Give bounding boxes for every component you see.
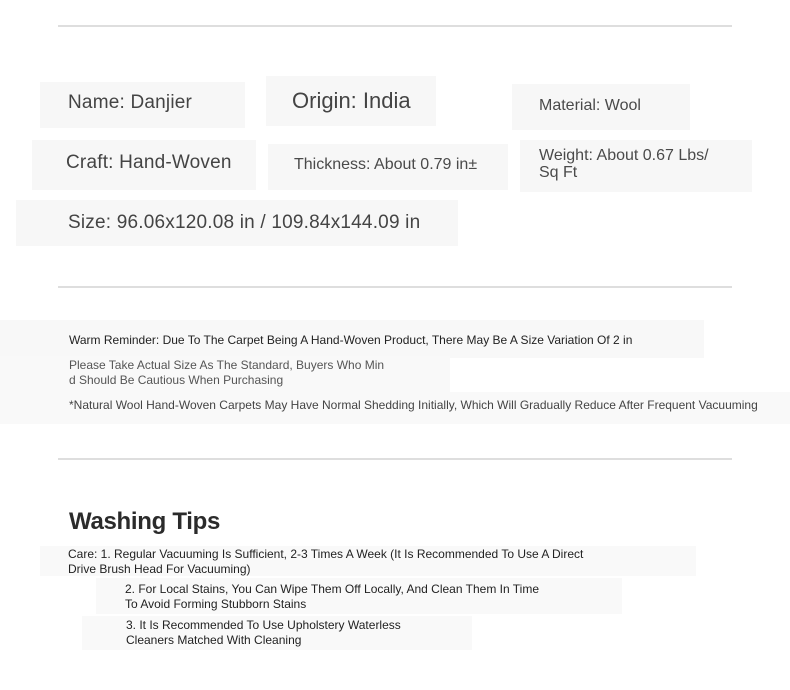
- care-tip-3: [126, 618, 401, 648]
- spec-name: Name: Danjier: [68, 92, 193, 113]
- spec-origin: Origin: India: [292, 88, 411, 113]
- care-tip-2: [125, 582, 539, 612]
- standard-size-note-line2: d Should Be Cautious When Purchasing: [69, 373, 284, 387]
- spec-size: Size: 96.06x120.08 in / 109.84x144.09 in: [68, 212, 421, 233]
- spec-weight-line2: Sq Ft: [539, 164, 578, 181]
- care-tip-1-line1: Care: 1. Regular Vacuuming Is Sufficient, 2-3 Times A Week (It Is Recommended To Use A Direct: [68, 547, 584, 561]
- standard-size-note: [69, 358, 384, 388]
- care-tip-3-line2: Cleaners Matched With Cleaning: [126, 633, 302, 647]
- spec-material: Material: Wool: [539, 97, 641, 114]
- divider-top: [58, 25, 732, 27]
- care-tip-2-line2: To Avoid Forming Stubborn Stains: [125, 597, 307, 611]
- divider-notes: [58, 458, 732, 460]
- care-tip-1: [68, 547, 583, 577]
- care-tip-2-line1: 2. For Local Stains, You Can Wipe Them Off Locally, And Clean Them In Time: [125, 582, 539, 596]
- care-tip-3-line1: 3. It Is Recommended To Use Upholstery Waterless: [126, 618, 401, 632]
- spec-thickness: Thickness: About 0.79 in±: [294, 156, 478, 173]
- spec-weight: [539, 147, 709, 181]
- divider-specs: [58, 286, 732, 288]
- warm-reminder-text: Warm Reminder: Due To The Carpet Being A Hand-Woven Product, There May Be A Size Variation Of 2 in: [69, 333, 633, 347]
- standard-size-note-line1: Please Take Actual Size As The Standard, Buyers Who Min: [69, 358, 385, 372]
- spec-craft: Craft: Hand-Woven: [66, 152, 232, 173]
- care-tip-1-line2: Drive Brush Head For Vacuuming): [68, 562, 251, 576]
- washing-tips-title: Washing Tips: [69, 508, 221, 535]
- spec-weight-line1: Weight: About 0.67 Lbs/: [539, 147, 709, 164]
- shedding-note: *Natural Wool Hand-Woven Carpets May Have Normal Shedding Initially, Which Will Gradually Reduce After Frequent Vacuuming: [69, 398, 758, 412]
